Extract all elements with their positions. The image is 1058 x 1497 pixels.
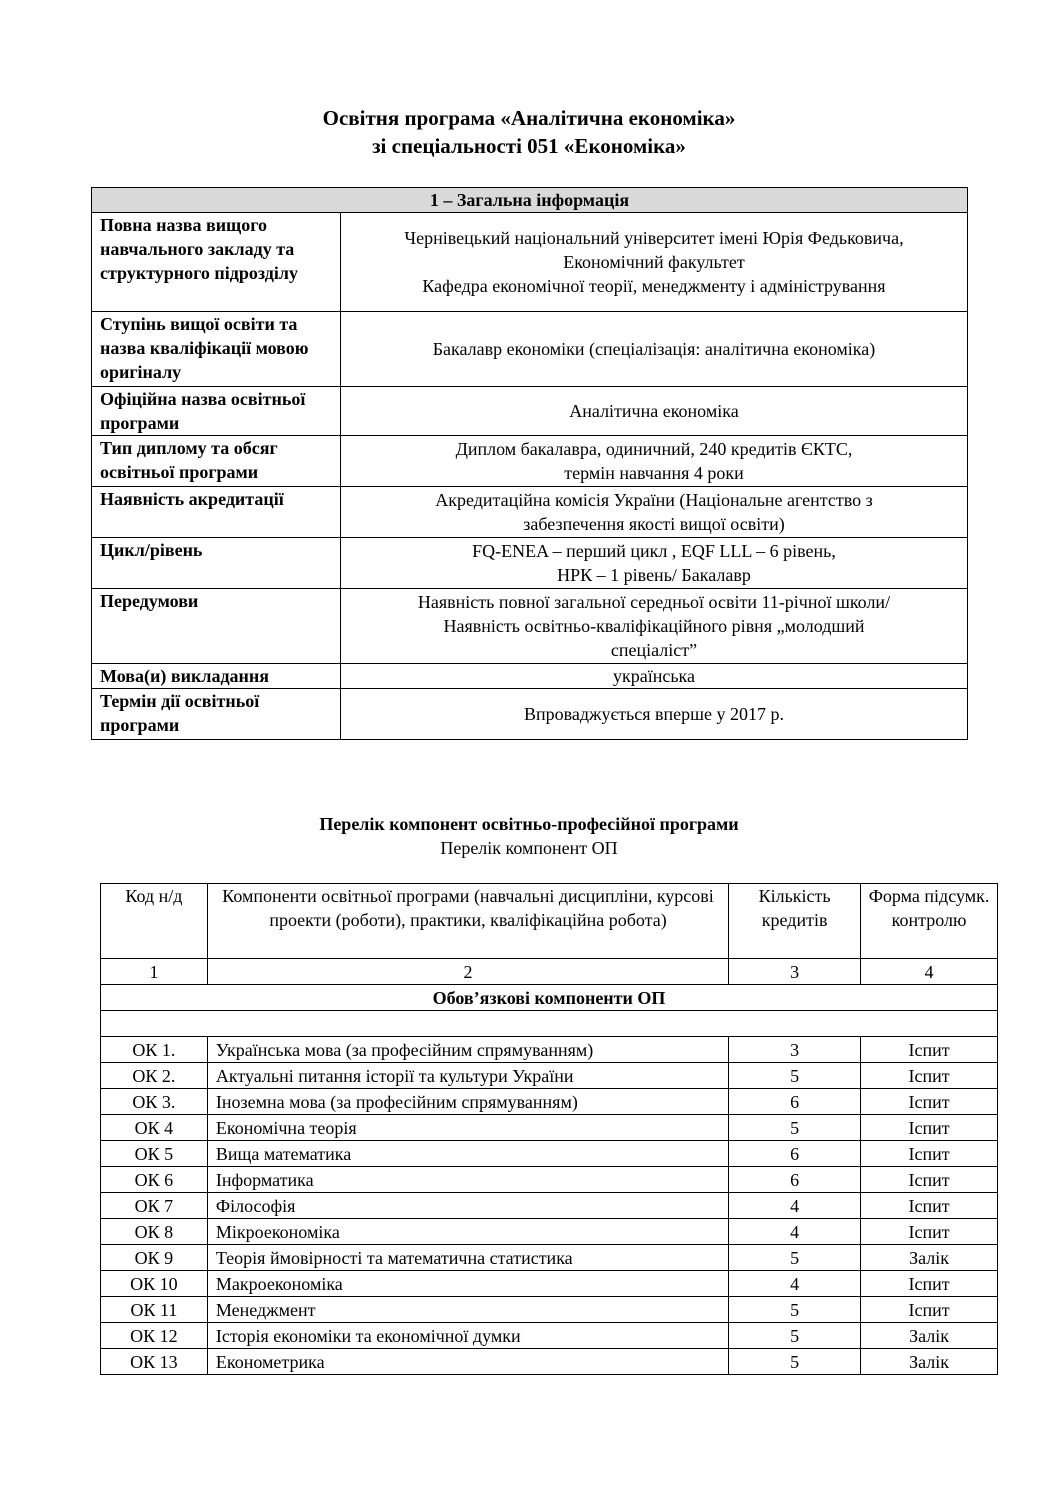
component-credits: 5 (729, 1245, 861, 1271)
general-info-table (91, 187, 968, 740)
component-form: Іспит (861, 1115, 998, 1141)
general-info-value-line: Наявність освітньо-кваліфікаційного рівня „молодший (443, 616, 865, 636)
component-credits: 5 (729, 1349, 861, 1375)
general-info-value-line: Впроваджується вперше у 2017 р. (523, 704, 785, 724)
component-credits: 5 (729, 1063, 861, 1089)
general-info-value (341, 589, 968, 664)
document-title (0, 104, 1058, 160)
component-credits: 5 (729, 1323, 861, 1349)
component-row (101, 1115, 998, 1141)
component-code: ОК 8 (101, 1219, 208, 1245)
component-form: Іспит (861, 1141, 998, 1167)
component-name: Актуальні питання історії та культури України (207, 1063, 728, 1089)
component-row (101, 1219, 998, 1245)
component-credits: 6 (729, 1089, 861, 1115)
component-name: Історія економіки та економічної думки (207, 1323, 728, 1349)
header-numbers-row (101, 959, 998, 985)
general-info-value-line: українська (612, 666, 696, 686)
component-row (101, 1323, 998, 1349)
component-credits: 4 (729, 1219, 861, 1245)
general-info-key: Цикл/рівень (92, 538, 341, 589)
general-info-value-line: НРК – 1 рівень/ Бакалавр (557, 565, 751, 585)
component-row (101, 1063, 998, 1089)
general-info-value (341, 689, 968, 740)
general-info-key: Наявність акредитації (92, 487, 341, 538)
component-row (101, 1167, 998, 1193)
component-credits: 4 (729, 1271, 861, 1297)
component-name: Мікроекономіка (207, 1219, 728, 1245)
component-row (101, 1297, 998, 1323)
general-info-key: Повна назва вищого навчального закладу та структурного підрозділу (92, 213, 341, 312)
general-info-value (341, 538, 968, 589)
general-info-row (92, 589, 968, 664)
component-code: ОК 9 (101, 1245, 208, 1271)
header-number: 3 (729, 959, 861, 985)
component-form: Іспит (861, 1193, 998, 1219)
general-info-value (341, 664, 968, 689)
component-form: Залік (861, 1245, 998, 1271)
general-info-value (341, 436, 968, 487)
section-title-row (101, 985, 998, 1011)
general-info-value-line: Економічний факультет (563, 252, 745, 272)
component-form: Іспит (861, 1271, 998, 1297)
component-name: Менеджмент (207, 1297, 728, 1323)
general-info-row (92, 312, 968, 387)
component-form: Іспит (861, 1037, 998, 1063)
component-form: Залік (861, 1323, 998, 1349)
general-info-row (92, 436, 968, 487)
component-name: Інформатика (207, 1167, 728, 1193)
component-form: Іспит (861, 1089, 998, 1115)
component-code: ОК 11 (101, 1297, 208, 1323)
component-credits: 5 (729, 1297, 861, 1323)
general-info-row (92, 538, 968, 589)
general-info-key: Передумови (92, 589, 341, 664)
component-name: Макроекономіка (207, 1271, 728, 1297)
title-line-1: Освітня програма «Аналітична економіка» (322, 106, 736, 130)
component-code: ОК 12 (101, 1323, 208, 1349)
general-info-value-line: FQ-ENEA – перший цикл , EQF LLL – 6 рівень, (472, 541, 836, 561)
component-name: Вища математика (207, 1141, 728, 1167)
general-info-row (92, 689, 968, 740)
general-info-key: Офіційна назва освітньої програми (92, 387, 341, 436)
general-info-value-line: Кафедра економічної теорії, менеджменту і адміністрування (422, 276, 886, 296)
component-form: Іспит (861, 1063, 998, 1089)
general-info-value (341, 387, 968, 436)
header-number: 1 (101, 959, 208, 985)
general-info-value-line: Диплом бакалавра, одиничний, 240 кредитів ЄКТС, (455, 439, 853, 459)
component-code: ОК 5 (101, 1141, 208, 1167)
component-row (101, 1193, 998, 1219)
general-info-row (92, 664, 968, 689)
component-credits: 4 (729, 1193, 861, 1219)
component-code: ОК 7 (101, 1193, 208, 1219)
component-name: Економічна теорія (207, 1115, 728, 1141)
general-info-value-line: Наявність повної загальної середньої освіти 11-річної школи/ (417, 592, 891, 612)
general-info-value-line: Бакалавр економіки (спеціалізація: аналітична економіка) (432, 339, 876, 359)
general-info-value-line: спеціаліст” (610, 640, 698, 660)
component-form: Іспит (861, 1219, 998, 1245)
header-name: Компоненти освітньої програми (навчальні дисципліни, курсові проекти (роботи), практики, кваліфікаційна робота) (207, 884, 728, 959)
components-subtitle: Перелік компонент ОП (440, 838, 618, 858)
general-info-key: Тип диплому та обсяг освітньої програми (92, 436, 341, 487)
component-row (101, 1271, 998, 1297)
header-form: Форма підсумк. контролю (861, 884, 998, 959)
header-number: 4 (861, 959, 998, 985)
header-credits: Кількість кредитів (729, 884, 861, 959)
component-row (101, 1245, 998, 1271)
general-info-value-line: термін навчання 4 роки (564, 463, 744, 483)
component-row (101, 1089, 998, 1115)
components-table (100, 883, 998, 1375)
component-name: Філософія (207, 1193, 728, 1219)
general-info-value-line: Чернівецький національний університет імені Юрія Федьковича, (404, 228, 904, 248)
component-code: ОК 13 (101, 1349, 208, 1375)
component-name: Теорія ймовірності та математична статистика (207, 1245, 728, 1271)
component-code: ОК 3. (101, 1089, 208, 1115)
component-credits: 5 (729, 1115, 861, 1141)
component-name: Іноземна мова (за професійним спрямуванням) (207, 1089, 728, 1115)
general-info-row (92, 213, 968, 312)
component-name: Економетрика (207, 1349, 728, 1375)
general-info-header: 1 – Загальна інформація (92, 188, 968, 213)
component-code: ОК 2. (101, 1063, 208, 1089)
section-title: Обов’язкові компоненти ОП (101, 985, 998, 1011)
general-info-value-line: Аналітична економіка (569, 401, 739, 421)
component-code: ОК 6 (101, 1167, 208, 1193)
component-credits: 3 (729, 1037, 861, 1063)
title-line-2: зі спеціальності 051 «Економіка» (372, 134, 686, 158)
header-code: Код н/д (101, 884, 208, 959)
component-form: Іспит (861, 1297, 998, 1323)
component-row (101, 1037, 998, 1063)
component-credits: 6 (729, 1141, 861, 1167)
components-title: Перелік компонент освітньо-професійної програми (319, 814, 739, 834)
components-header-row (101, 884, 998, 959)
component-form: Іспит (861, 1167, 998, 1193)
empty-cell (101, 1011, 998, 1037)
component-row (101, 1141, 998, 1167)
general-info-key: Ступінь вищої освіти та назва кваліфікації мовою оригіналу (92, 312, 341, 387)
general-info-value (341, 312, 968, 387)
component-code: ОК 4 (101, 1115, 208, 1141)
header-number: 2 (207, 959, 728, 985)
empty-row (101, 1011, 998, 1037)
component-code: ОК 10 (101, 1271, 208, 1297)
component-name: Українська мова (за професійним спрямуванням) (207, 1037, 728, 1063)
general-info-row (92, 387, 968, 436)
general-info-header-row (92, 188, 968, 213)
component-row (101, 1349, 998, 1375)
component-credits: 6 (729, 1167, 861, 1193)
component-form: Залік (861, 1349, 998, 1375)
component-code: ОК 1. (101, 1037, 208, 1063)
general-info-row (92, 487, 968, 538)
general-info-value (341, 213, 968, 312)
general-info-key: Мова(и) викладання (92, 664, 341, 689)
general-info-key: Термін дії освітньої програми (92, 689, 341, 740)
general-info-value-line: Акредитаційна комісія України (Національне агентство з (435, 490, 873, 510)
general-info-value (341, 487, 968, 538)
general-info-value-line: забезпечення якості вищої освіти) (523, 514, 785, 534)
